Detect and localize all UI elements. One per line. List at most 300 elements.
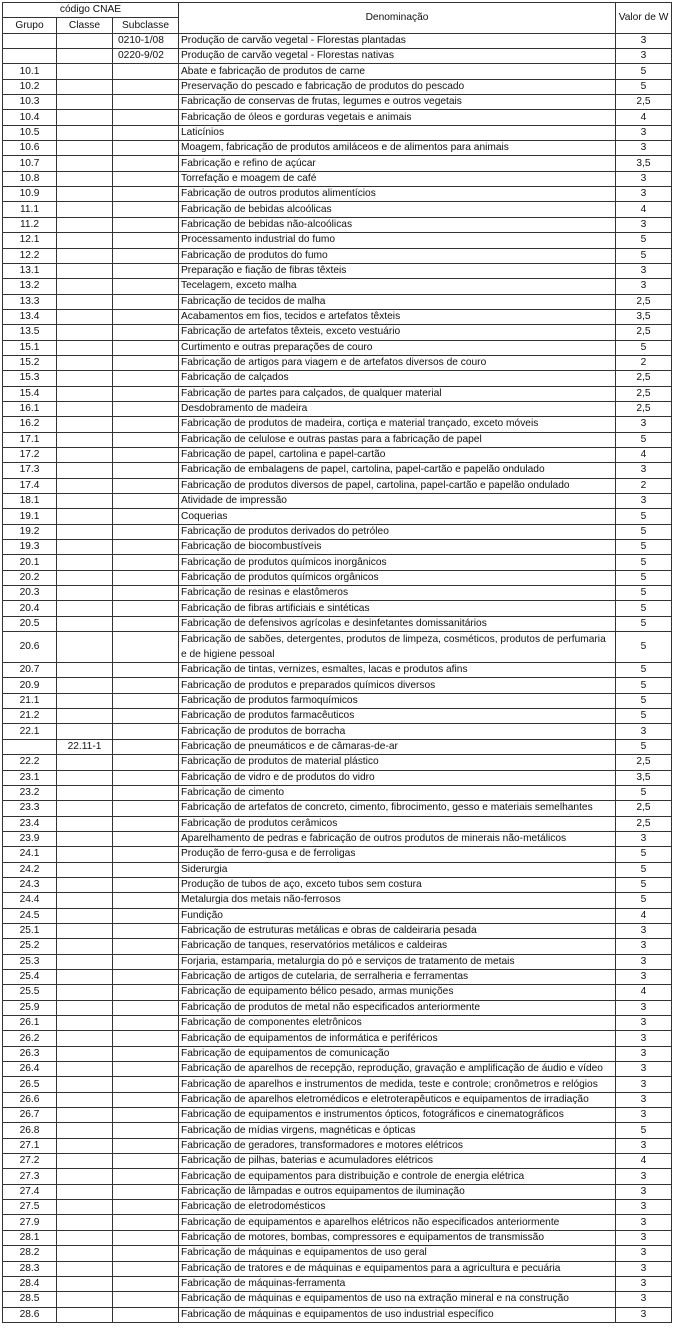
subclass-cell: [113, 294, 179, 309]
class-cell: [57, 816, 113, 831]
group-cell: 16.1: [3, 401, 57, 416]
class-cell: [57, 954, 113, 969]
group-cell: 24.3: [3, 877, 57, 892]
class-cell: [57, 632, 113, 663]
table-row: [3, 202, 672, 217]
group-cell: 15.3: [3, 371, 57, 386]
table-row: [3, 908, 672, 923]
subclass-cell: [113, 678, 179, 693]
group-cell: 27.3: [3, 1169, 57, 1184]
name-cell: Fabricação de calçados: [179, 371, 616, 386]
table-row: [3, 1261, 672, 1276]
w-value-cell: 2: [616, 355, 672, 370]
class-cell: [57, 601, 113, 616]
w-value-cell: 5: [616, 509, 672, 524]
subclass-cell: [113, 724, 179, 739]
header-w: Valor de W: [616, 3, 672, 34]
table-row: [3, 49, 672, 64]
name-cell: Fabricação de produtos de metal não especificados anteriormente: [179, 1000, 616, 1015]
subclass-cell: [113, 325, 179, 340]
class-cell: [57, 1077, 113, 1092]
w-value-cell: 5: [616, 233, 672, 248]
group-cell: 11.2: [3, 217, 57, 232]
subclass-cell: [113, 1261, 179, 1276]
w-value-cell: 5: [616, 432, 672, 447]
subclass-cell: [113, 908, 179, 923]
name-cell: Fabricação de tratores e de máquinas e equipamentos para a agricultura e pecuária: [179, 1261, 616, 1276]
subclass-cell: [113, 217, 179, 232]
table-row: [3, 1292, 672, 1307]
w-value-cell: 3: [616, 417, 672, 432]
group-cell: 20.5: [3, 616, 57, 631]
w-value-cell: 5: [616, 586, 672, 601]
w-value-cell: 5: [616, 1123, 672, 1138]
table-row: [3, 770, 672, 785]
table-row: [3, 1123, 672, 1138]
table-row: [3, 709, 672, 724]
class-cell: [57, 1200, 113, 1215]
subclass-cell: [113, 601, 179, 616]
subclass-cell: [113, 125, 179, 140]
class-cell: [57, 294, 113, 309]
group-cell: 21.1: [3, 693, 57, 708]
w-value-cell: 2,5: [616, 325, 672, 340]
w-value-cell: 3: [616, 939, 672, 954]
table-row: [3, 110, 672, 125]
w-value-cell: 3: [616, 1200, 672, 1215]
table-row: [3, 954, 672, 969]
w-value-cell: 5: [616, 79, 672, 94]
class-cell: [57, 1292, 113, 1307]
name-cell: Fabricação de aparelhos eletromédicos e eletroterapêuticos e equipamentos de irradiação: [179, 1092, 616, 1107]
subclass-cell: [113, 755, 179, 770]
group-cell: 20.9: [3, 678, 57, 693]
name-cell: Fabricação de cimento: [179, 785, 616, 800]
table-row: [3, 1031, 672, 1046]
subclass-cell: [113, 263, 179, 278]
subclass-cell: [113, 187, 179, 202]
class-cell: [57, 755, 113, 770]
subclass-cell: [113, 1123, 179, 1138]
table-row: [3, 724, 672, 739]
class-cell: [57, 663, 113, 678]
w-value-cell: 5: [616, 893, 672, 908]
table-row: [3, 217, 672, 232]
name-cell: Fabricação de equipamentos e aparelhos elétricos não especificados anteriormente: [179, 1215, 616, 1230]
subclass-cell: [113, 279, 179, 294]
group-cell: 10.1: [3, 64, 57, 79]
table-row: [3, 1276, 672, 1291]
subclass-cell: [113, 432, 179, 447]
table-row: [3, 1016, 672, 1031]
name-cell: Laticínios: [179, 125, 616, 140]
w-value-cell: 3: [616, 1261, 672, 1276]
name-cell: Fabricação de produtos diversos de papel, cartolina, papel-cartão e papelão ondulado: [179, 478, 616, 493]
w-value-cell: 3: [616, 923, 672, 938]
name-cell: Acabamentos em fios, tecidos e artefatos têxteis: [179, 309, 616, 324]
name-cell: Fabricação de papel, cartolina e papel-cartão: [179, 447, 616, 462]
subclass-cell: 0210-1/08: [113, 33, 179, 48]
class-cell: [57, 386, 113, 401]
table-row: [3, 79, 672, 94]
group-cell: 13.4: [3, 309, 57, 324]
name-cell: Fabricação de tecidos de malha: [179, 294, 616, 309]
w-value-cell: 3: [616, 1276, 672, 1291]
name-cell: Tecelagem, exceto malha: [179, 279, 616, 294]
table-row: [3, 309, 672, 324]
name-cell: Metalurgia dos metais não-ferrosos: [179, 893, 616, 908]
class-cell: [57, 248, 113, 263]
header-row-top: [3, 3, 672, 18]
table-row: [3, 862, 672, 877]
subclass-cell: [113, 923, 179, 938]
table-row: [3, 1184, 672, 1199]
name-cell: Fabricação de equipamentos de comunicação: [179, 1046, 616, 1061]
table-row: [3, 540, 672, 555]
table-row: [3, 570, 672, 585]
table-row: [3, 524, 672, 539]
class-cell: [57, 801, 113, 816]
subclass-cell: [113, 233, 179, 248]
group-cell: 10.4: [3, 110, 57, 125]
group-cell: 11.1: [3, 202, 57, 217]
name-cell: Atividade de impressão: [179, 494, 616, 509]
table-row: [3, 1215, 672, 1230]
table-row: [3, 877, 672, 892]
class-cell: [57, 447, 113, 462]
w-value-cell: 3: [616, 1138, 672, 1153]
class-cell: [57, 1062, 113, 1077]
w-value-cell: 5: [616, 739, 672, 754]
subclass-cell: [113, 1046, 179, 1061]
w-value-cell: 3: [616, 831, 672, 846]
subclass-cell: [113, 785, 179, 800]
group-cell: 27.9: [3, 1215, 57, 1230]
subclass-cell: [113, 110, 179, 125]
name-cell: Aparelhamento de pedras e fabricação de outros produtos de minerais não-metálicos: [179, 831, 616, 846]
w-value-cell: 5: [616, 862, 672, 877]
subclass-cell: [113, 1276, 179, 1291]
class-cell: [57, 1215, 113, 1230]
subclass-cell: [113, 709, 179, 724]
w-value-cell: 3: [616, 49, 672, 64]
class-cell: [57, 1184, 113, 1199]
name-cell: Fabricação de produtos de material plástico: [179, 755, 616, 770]
w-value-cell: 5: [616, 847, 672, 862]
table-row: [3, 279, 672, 294]
table-row: [3, 616, 672, 631]
cnae-table: [2, 2, 672, 1323]
w-value-cell: 5: [616, 340, 672, 355]
name-cell: Curtimento e outras preparações de couro: [179, 340, 616, 355]
class-cell: [57, 616, 113, 631]
class-cell: [57, 1138, 113, 1153]
w-value-cell: 4: [616, 1154, 672, 1169]
subclass-cell: [113, 1184, 179, 1199]
group-cell: 27.5: [3, 1200, 57, 1215]
subclass-cell: [113, 1138, 179, 1153]
class-cell: [57, 125, 113, 140]
w-value-cell: 5: [616, 601, 672, 616]
table-row: [3, 1000, 672, 1015]
name-cell: Fabricação de produtos farmoquímicos: [179, 693, 616, 708]
class-cell: [57, 1261, 113, 1276]
table-row: [3, 1246, 672, 1261]
w-value-cell: 3: [616, 1169, 672, 1184]
group-cell: 28.1: [3, 1230, 57, 1245]
group-cell: 13.3: [3, 294, 57, 309]
group-cell: 27.2: [3, 1154, 57, 1169]
w-value-cell: 4: [616, 447, 672, 462]
group-cell: 24.2: [3, 862, 57, 877]
group-cell: [3, 33, 57, 48]
subclass-cell: [113, 739, 179, 754]
table-row: [3, 64, 672, 79]
table-row: [3, 693, 672, 708]
class-cell: [57, 877, 113, 892]
name-cell: Fundição: [179, 908, 616, 923]
subclass-cell: [113, 586, 179, 601]
name-cell: Forjaria, estamparia, metalurgia do pó e serviços de tratamento de metais: [179, 954, 616, 969]
group-cell: 25.3: [3, 954, 57, 969]
subclass-cell: [113, 1292, 179, 1307]
group-cell: 28.2: [3, 1246, 57, 1261]
group-cell: 27.4: [3, 1184, 57, 1199]
w-value-cell: 3: [616, 724, 672, 739]
name-cell: Fabricação de partes para calçados, de qualquer material: [179, 386, 616, 401]
class-cell: [57, 570, 113, 585]
subclass-cell: [113, 524, 179, 539]
table-row: [3, 325, 672, 340]
group-cell: 25.2: [3, 939, 57, 954]
group-cell: 13.5: [3, 325, 57, 340]
w-value-cell: 3: [616, 1108, 672, 1123]
subclass-cell: [113, 877, 179, 892]
table-row: [3, 939, 672, 954]
subclass-cell: [113, 1062, 179, 1077]
subclass-cell: [113, 1230, 179, 1245]
subclass-cell: [113, 939, 179, 954]
class-cell: [57, 64, 113, 79]
group-cell: 19.3: [3, 540, 57, 555]
class-cell: [57, 325, 113, 340]
group-cell: 28.3: [3, 1261, 57, 1276]
class-cell: [57, 171, 113, 186]
name-cell: Fabricação de produtos do fumo: [179, 248, 616, 263]
w-value-cell: 5: [616, 693, 672, 708]
class-cell: [57, 1016, 113, 1031]
table-row: [3, 1092, 672, 1107]
group-cell: 15.1: [3, 340, 57, 355]
name-cell: Produção de carvão vegetal - Florestas plantadas: [179, 33, 616, 48]
subclass-cell: [113, 141, 179, 156]
w-value-cell: 5: [616, 570, 672, 585]
table-row: [3, 1307, 672, 1322]
name-cell: Fabricação de equipamento bélico pesado, armas munições: [179, 985, 616, 1000]
group-cell: 20.4: [3, 601, 57, 616]
subclass-cell: [113, 816, 179, 831]
group-cell: 18.1: [3, 494, 57, 509]
name-cell: Preparação e fiação de fibras têxteis: [179, 263, 616, 278]
class-cell: [57, 340, 113, 355]
name-cell: Fabricação de resinas e elastômeros: [179, 586, 616, 601]
w-value-cell: 3: [616, 125, 672, 140]
subclass-cell: [113, 156, 179, 171]
group-cell: 26.7: [3, 1108, 57, 1123]
group-cell: [3, 739, 57, 754]
class-cell: [57, 770, 113, 785]
class-cell: [57, 371, 113, 386]
group-cell: 20.7: [3, 663, 57, 678]
group-cell: 15.2: [3, 355, 57, 370]
class-cell: [57, 862, 113, 877]
class-cell: [57, 95, 113, 110]
header-group: Grupo: [3, 18, 57, 33]
class-cell: [57, 217, 113, 232]
name-cell: Produção de carvão vegetal - Florestas nativas: [179, 49, 616, 64]
group-cell: 24.1: [3, 847, 57, 862]
w-value-cell: 5: [616, 248, 672, 263]
table-row: [3, 141, 672, 156]
group-cell: 17.2: [3, 447, 57, 462]
group-cell: 26.3: [3, 1046, 57, 1061]
class-cell: [57, 985, 113, 1000]
w-value-cell: 3: [616, 187, 672, 202]
table-row: [3, 678, 672, 693]
name-cell: Fabricação de embalagens de papel, cartolina, papel-cartão e papelão ondulado: [179, 463, 616, 478]
table-row: [3, 1138, 672, 1153]
table-row: [3, 923, 672, 938]
w-value-cell: 3: [616, 1292, 672, 1307]
subclass-cell: [113, 1246, 179, 1261]
class-cell: [57, 1031, 113, 1046]
class-cell: [57, 785, 113, 800]
class-cell: [57, 1246, 113, 1261]
class-cell: [57, 494, 113, 509]
subclass-cell: [113, 632, 179, 663]
w-value-cell: 5: [616, 540, 672, 555]
subclass-cell: [113, 64, 179, 79]
group-cell: 19.1: [3, 509, 57, 524]
name-cell: Processamento industrial do fumo: [179, 233, 616, 248]
group-cell: 28.6: [3, 1307, 57, 1322]
group-cell: 17.1: [3, 432, 57, 447]
table-row: [3, 969, 672, 984]
group-cell: 23.2: [3, 785, 57, 800]
w-value-cell: 2,5: [616, 801, 672, 816]
group-cell: 26.2: [3, 1031, 57, 1046]
w-value-cell: 3: [616, 494, 672, 509]
name-cell: Fabricação de conservas de frutas, legumes e outros vegetais: [179, 95, 616, 110]
class-cell: [57, 969, 113, 984]
subclass-cell: [113, 1200, 179, 1215]
w-value-cell: 2,5: [616, 294, 672, 309]
w-value-cell: 3: [616, 969, 672, 984]
w-value-cell: 3,5: [616, 156, 672, 171]
name-cell: Fabricação de bebidas não-alcoólicas: [179, 217, 616, 232]
class-cell: [57, 187, 113, 202]
table-row: [3, 494, 672, 509]
group-cell: 21.2: [3, 709, 57, 724]
subclass-cell: [113, 478, 179, 493]
name-cell: Fabricação de produtos cerâmicos: [179, 816, 616, 831]
name-cell: Fabricação de celulose e outras pastas para a fabricação de papel: [179, 432, 616, 447]
subclass-cell: [113, 447, 179, 462]
w-value-cell: 3: [616, 279, 672, 294]
subclass-cell: [113, 847, 179, 862]
group-cell: 22.1: [3, 724, 57, 739]
name-cell: Fabricação de produtos farmacêuticos: [179, 709, 616, 724]
table-row: [3, 632, 672, 663]
class-cell: [57, 279, 113, 294]
name-cell: Coquerias: [179, 509, 616, 524]
group-cell: 20.6: [3, 632, 57, 663]
subclass-cell: [113, 509, 179, 524]
name-cell: Fabricação de lâmpadas e outros equipamentos de iluminação: [179, 1184, 616, 1199]
subclass-cell: [113, 79, 179, 94]
class-cell: [57, 693, 113, 708]
subclass-cell: [113, 862, 179, 877]
group-cell: 25.1: [3, 923, 57, 938]
class-cell: [57, 309, 113, 324]
name-cell: Fabricação de biocombustíveis: [179, 540, 616, 555]
class-cell: [57, 509, 113, 524]
class-cell: [57, 156, 113, 171]
table-row: [3, 893, 672, 908]
class-cell: [57, 724, 113, 739]
table-row: [3, 1046, 672, 1061]
subclass-cell: [113, 355, 179, 370]
class-cell: [57, 1276, 113, 1291]
class-cell: [57, 678, 113, 693]
w-value-cell: 5: [616, 64, 672, 79]
group-cell: 13.1: [3, 263, 57, 278]
w-value-cell: 2,5: [616, 816, 672, 831]
subclass-cell: [113, 1092, 179, 1107]
class-cell: [57, 524, 113, 539]
group-cell: 20.2: [3, 570, 57, 585]
group-cell: 10.9: [3, 187, 57, 202]
class-cell: [57, 478, 113, 493]
group-cell: 20.3: [3, 586, 57, 601]
subclass-cell: [113, 1307, 179, 1322]
name-cell: Fabricação de artigos para viagem e de artefatos diversos de couro: [179, 355, 616, 370]
table-row: [3, 1200, 672, 1215]
group-cell: 13.2: [3, 279, 57, 294]
class-cell: [57, 939, 113, 954]
table-row: [3, 371, 672, 386]
name-cell: Fabricação de outros produtos alimentícios: [179, 187, 616, 202]
w-value-cell: 3: [616, 1046, 672, 1061]
class-cell: [57, 110, 113, 125]
class-cell: [57, 49, 113, 64]
header-cnae: código CNAE: [3, 3, 179, 18]
class-cell: [57, 540, 113, 555]
class-cell: [57, 417, 113, 432]
w-value-cell: 3,5: [616, 770, 672, 785]
name-cell: Fabricação de equipamentos para distribuição e controle de energia elétrica: [179, 1169, 616, 1184]
table-row: [3, 1062, 672, 1077]
w-value-cell: 3: [616, 1184, 672, 1199]
name-cell: Siderurgia: [179, 862, 616, 877]
table-row: [3, 478, 672, 493]
subclass-cell: [113, 570, 179, 585]
group-cell: 23.4: [3, 816, 57, 831]
subclass-cell: [113, 770, 179, 785]
class-cell: [57, 263, 113, 278]
subclass-cell: [113, 1108, 179, 1123]
subclass-cell: [113, 463, 179, 478]
